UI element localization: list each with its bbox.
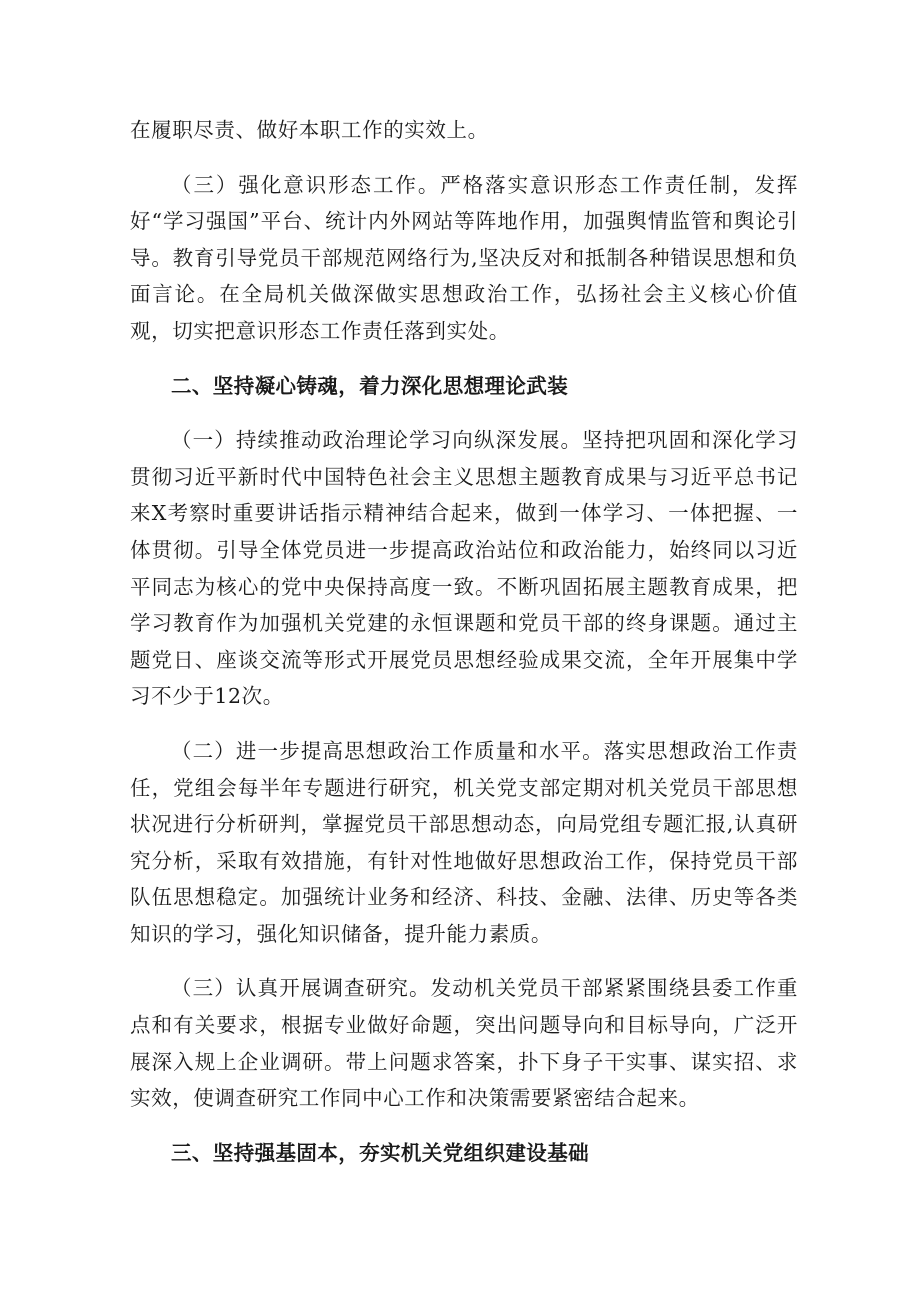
text-line: 规上企业调研。带上问题求答案，扑下身子干实事、谋实招、求实效，使调 (130, 1049, 798, 1111)
heading-text: 二、坚持凝心铸魂，着力深化思想理论武装 (171, 373, 569, 398)
document-body (130, 112, 798, 1189)
text-line: 储备，提升能力素质。 (341, 921, 552, 946)
text-line: 习强国”平台、统计内外网站等阵地作用，加强舆情监管和舆论引导。教育 (130, 209, 798, 270)
text-line: 有效措施，有针对性地做好思想政治工作，保持党员干部队伍思想稳定。加 (130, 848, 799, 910)
text-line: 查研究工作同中心工作和决策需要紧密结合起来。 (235, 1086, 700, 1111)
text-line: （一）持续推动政治理论学习向纵深发展。坚持把巩固和深化学习贯 (130, 428, 798, 489)
text-line: （三）强化意识形态工作。严格落实意识形态工作责任制，发挥好“学 (130, 172, 798, 234)
text-line: 强统计业务和经济、科技、金融、法律、历史等各类知识的学习，强化知识 (130, 885, 798, 946)
section-heading-2 (130, 368, 798, 405)
text-line: 局机关做深做实思想政治工作，弘扬社会主义核心价值观，切实把意识形态 (130, 282, 798, 343)
text-line: 导全体党员进一步提高政治站位和政治能力，始终同以习近平同志为核心的 (130, 537, 799, 599)
paragraph-political-work (130, 733, 798, 953)
text-line: 开展党员思想经验成果交流，全年开展集中学习不少于12次。 (130, 647, 798, 709)
text-line: 彻习近平新时代中国特色社会主义思想主题教育成果与习近平总书记来X考 (130, 464, 799, 526)
text-line: 党中央保持高度一致。不断巩固拓展主题教育成果，把学习教育作为加强机 (130, 574, 799, 636)
paragraph-theory-study (130, 422, 798, 715)
text-line: 察时重要讲话指示精神结合起来，做到一体学习、一体把握、一体贯彻。引 (130, 501, 798, 562)
paragraph-ideology-work (130, 167, 798, 350)
section-heading-3 (130, 1135, 798, 1172)
text-line: 分析研判，掌握党员干部思想动态，向局党组专题汇报,认真研究分析，采取 (130, 812, 798, 873)
text-line: 工作责任落到实处。 (319, 318, 510, 343)
heading-text: 三、坚持强基固本，夯实机关党组织建设基础 (171, 1140, 589, 1165)
paragraph-research (130, 970, 798, 1116)
text-line: 关党建的永恒课题和党员干部的终身课题。通过主题党日、座谈交流等形式 (130, 611, 799, 672)
text-line: （二）进一步提高思想政治工作质量和水平。落实思想政治工作责任， (130, 738, 798, 800)
text-line: 引导党员干部规范网络行为,坚决反对和抵制各种错误思想和负面言论。在全 (130, 245, 798, 307)
text-line: 在履职尽责、做好本职工作的实效上。 (130, 118, 489, 142)
text-line: 党组会每半年专题进行研究，机关党支部定期对机关党员干部思想状况进行 (130, 775, 799, 837)
text-line: （三）认真开展调查研究。发动机关党员干部紧紧围绕县委工作重点 (130, 976, 798, 1038)
paragraph-continuation (130, 112, 798, 149)
text-line: 和有关要求，根据专业做好命题，突出问题导向和目标导向，广泛开展深入 (130, 1013, 799, 1074)
